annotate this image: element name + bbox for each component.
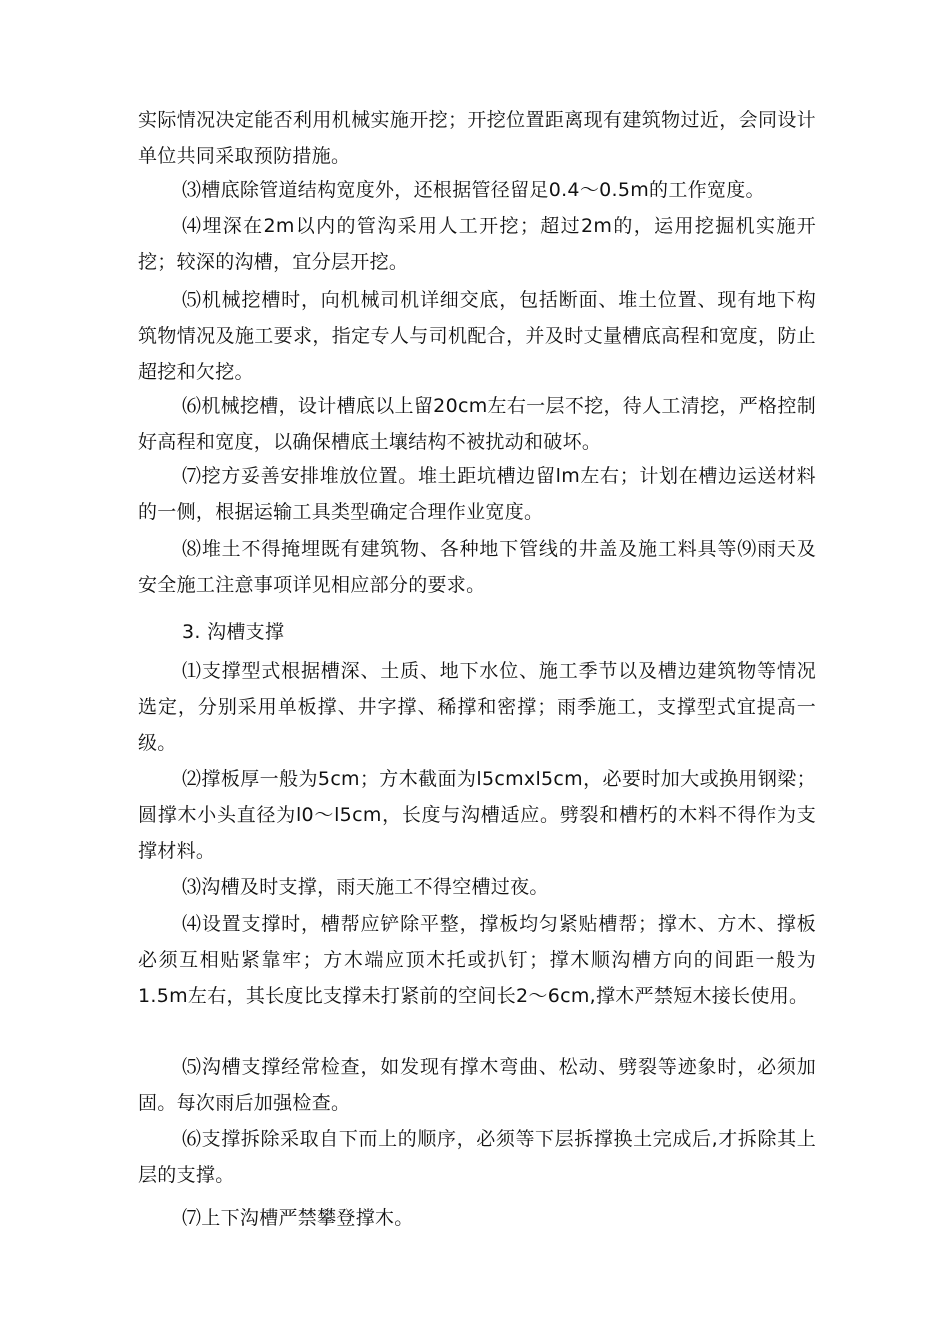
paragraph-item-8-spoil-restrictions: ⑻堆土不得掩埋既有建筑物、各种地下管线的井盖及施工料具等⑼雨天及安全施工注意事项详见相应部分的要求。 xyxy=(138,538,816,596)
paragraph-item-7-spoil-placement: ⑺挖方妥善安排堆放位置。堆土距坑槽边留lm左右；计划在槽边运送材料的一侧，根据运输工具类型确定合理作业宽度。 xyxy=(138,465,816,523)
paragraph-item-3-trench-width: ⑶槽底除管道结构宽度外，还根据管径留足0.4〜0.5m的工作宽度。 xyxy=(182,179,765,201)
paragraph-support-item-3: ⑶沟槽及时支撑，雨天施工不得空槽过夜。 xyxy=(182,876,549,898)
paragraph-support-item-2: ⑵撑板厚一般为5cm；方木截面为l5cmxl5cm，必要时加大或换用钢梁；圆撑木小头直径为l0〜l5cm，长度与沟槽适应。劈裂和槽朽的木料不得作为支撑材料。 xyxy=(138,768,816,862)
paragraph-item-5-machine-digging: ⑸机械挖槽时，向机械司机详细交底，包括断面、堆土位置、现有地下构筑物情况及施工要求，指定专人与司机配合，并及时丈量槽底高程和宽度，防止超挖和欠挖。 xyxy=(138,289,816,383)
paragraph-item-4-depth: ⑷埋深在2m以内的管沟采用人工开挖；超过2m的，运用挖掘机实施开挖；较深的沟槽，宜分层开挖。 xyxy=(138,215,816,273)
paragraph-support-item-5: ⑸沟槽支撑经常检查，如发现有撑木弯曲、松动、劈裂等迹象时，必须加固。每次雨后加强检查。 xyxy=(138,1056,816,1114)
paragraph-support-item-6: ⑹支撑拆除采取自下而上的顺序，必须等下层拆撑换土完成后,才拆除其上层的支撑。 xyxy=(138,1128,816,1186)
paragraph-excavation-continued: 实际情况决定能否利用机械实施开挖；开挖位置距离现有建筑物过近，会同设计单位共同采取预防措施。 xyxy=(138,109,816,167)
paragraph-support-item-1: ⑴支撑型式根据槽深、土质、地下水位、施工季节以及槽边建筑物等情况选定，分别采用单板撑、井字撑、稀撑和密撑；雨季施工，支撑型式宜提高一级。 xyxy=(138,660,816,754)
paragraph-support-item-7: ⑺上下沟槽严禁攀登撑木。 xyxy=(182,1207,414,1229)
section-heading-trench-support: 3. 沟槽支撑 xyxy=(182,621,285,643)
paragraph-item-6-reserve-layer: ⑹机械挖槽，设计槽底以上留20cm左右一层不挖，待人工清挖，严格控制好高程和宽度，以确保槽底土壤结构不被扰动和破坏。 xyxy=(138,395,816,453)
paragraph-support-item-4: ⑷设置支撑时，槽帮应铲除平整，撑板均匀紧贴槽帮；撑木、方木、撑板必须互相贴紧靠牢；方木端应顶木托或扒钉；撑木顺沟槽方向的间距一般为1.5m左右，其长度比支撑未打紧前的空间长2〜6cm,撑木严禁短木接长使用。 xyxy=(138,913,816,1007)
